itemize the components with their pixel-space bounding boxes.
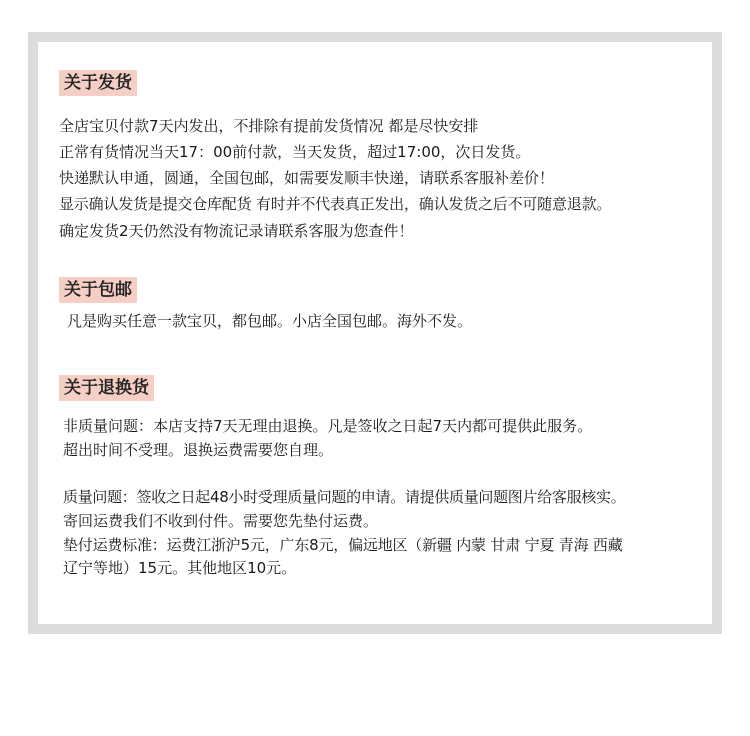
returns-line-6: 辽宁等地）15元。其他地区10元。 [63, 559, 297, 577]
shipping-line-5: 确定发货2天仍然没有物流记录请联系客服为您查件！ [59, 222, 414, 240]
returns-line-5: 垫付运费标准：运费江浙沪5元，广东8元，偏远地区（新疆 内蒙 甘肃 宁夏 青海 西藏 [63, 536, 623, 554]
returns-line-3: 质量问题：签收之日起48小时受理质量问题的申请。请提供质量问题图片给客服核实。 [63, 488, 626, 506]
returns-line-2: 超出时间不受理。退换运费需要您自理。 [63, 441, 334, 459]
returns-line-1: 非质量问题：本店支持7天无理由退换。凡是签收之日起7天内都可提供此服务。 [63, 417, 593, 435]
returns-heading: 关于退换货 [59, 375, 154, 401]
shipping-line-4: 显示确认发货是提交仓库配货 有时并不代表真正发出，确认发货之后不可随意退款。 [59, 195, 612, 213]
shipping-line-2: 正常有货情况当天17：00前付款，当天发货，超过17:00，次日发货。 [59, 143, 531, 161]
free-shipping-line-1: 凡是购买任意一款宝贝，都包邮。小店全国包邮。海外不发。 [67, 312, 473, 330]
shipping-heading: 关于发货 [59, 70, 137, 96]
returns-line-4: 寄回运费我们不收到付件。需要您先垫付运费。 [63, 512, 379, 530]
shipping-line-1: 全店宝贝付款7天内发出，不排除有提前发货情况 都是尽快安排 [59, 117, 479, 135]
free-shipping-heading: 关于包邮 [59, 277, 137, 303]
shipping-line-3: 快递默认申通，圆通，全国包邮，如需要发顺丰快递，请联系客服补差价！ [59, 169, 555, 187]
